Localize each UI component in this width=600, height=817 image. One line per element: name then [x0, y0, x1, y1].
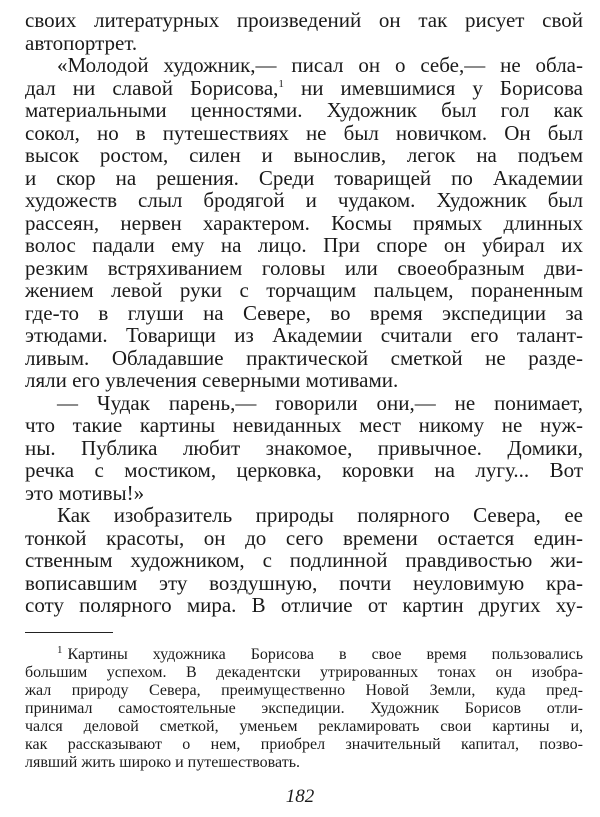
body-line: материальными ценностями. Художник был гол как	[25, 98, 583, 122]
body-text	[25, 9, 583, 617]
body-line: сокол, но в путешествиях не был новичком. Он был	[25, 120, 583, 145]
body-line: ливым. Обладавшие практической сметкой не разде-	[25, 345, 583, 370]
footnote-line: принимал самостоятельные экспедиции. Художник Борисов отли-	[25, 700, 583, 717]
body-line: Как изобразитель природы полярного Севера, ее	[57, 503, 583, 527]
body-line: высок ростом, силен и вынослив, легок на подъем	[25, 143, 583, 167]
body-line: резким встряхиванием головы или своеобразным дви-	[25, 255, 583, 280]
body-line	[25, 77, 583, 100]
body-line: ляли его увлечения северными мотивами.	[25, 368, 399, 392]
body-line: художеств слыл бродягой и чудаком. Художник был	[25, 188, 583, 212]
body-line: «Молодой художник,— писал он о себе,— не обла-	[57, 53, 583, 77]
footnote-line	[25, 643, 583, 664]
page-number: 182	[285, 786, 315, 807]
line-text: ни имевшимися у Борисова	[283, 75, 583, 100]
body-line: волос падали ему на лицо. При споре он убирал их	[25, 233, 583, 257]
body-line: рассеян, нервен характером. Космы прямых длинных	[25, 210, 583, 235]
body-line: что такие картины невиданных мест никому не нуж-	[25, 413, 583, 437]
body-line: и скор на решения. Среди товарищей по Академии	[25, 165, 583, 190]
footnote-line: жал природу Севера, преимущественно Новой Земли, куда пред-	[25, 682, 583, 699]
body-line: этюдами. Товарищи из Академии считали его талант-	[25, 323, 583, 347]
footnote-line: лявший жить широко и путешествовать.	[25, 754, 300, 771]
body-line: автопортрет.	[25, 30, 138, 55]
body-line: ственным художником, с подлинной правдивостью жи-	[25, 548, 583, 572]
body-line: тонкой красоты, он до сего времени остается един-	[25, 525, 583, 550]
line-text: Картины художника Борисова в свое время пользовались	[67, 646, 583, 663]
body-line: жением левой руки с торчащим пальцем, пораненным	[25, 278, 583, 302]
body-line: где-то в глуши на Севере, во время экспедиции за	[25, 300, 583, 325]
body-line: своих литературных произведений он так рисует свой	[25, 8, 583, 32]
body-line: ны. Публика любит знакомое, привычное. Домики,	[25, 435, 583, 460]
footnote	[25, 643, 583, 772]
footnote-marker: 1	[57, 643, 63, 656]
body-line: — Чудак парень,— говорили они,— не понимает,	[57, 390, 583, 415]
body-line: речка с мостиком, церковка, коровки на лугу... Вот	[25, 458, 583, 482]
footnote-line: большим успехом. В декадентски утрированных тонах он изобра-	[25, 664, 583, 681]
footnote-separator	[25, 632, 113, 633]
footnote-line: как рассказывают о нем, приобрел значительный капитал, позво-	[25, 736, 583, 753]
line-text: дал ни славой Борисова,	[25, 75, 279, 100]
body-line: соту полярного мира. В отличие от картин других ху-	[25, 593, 583, 617]
body-line: вописавшим эту воздушную, почти неуловимую кра-	[25, 570, 583, 595]
body-line: это мотивы!»	[25, 480, 145, 505]
footnote-line: чался деловой сметкой, уменьем рекламировать свои картины и,	[25, 718, 583, 735]
footnote-ref: 1	[278, 77, 284, 90]
